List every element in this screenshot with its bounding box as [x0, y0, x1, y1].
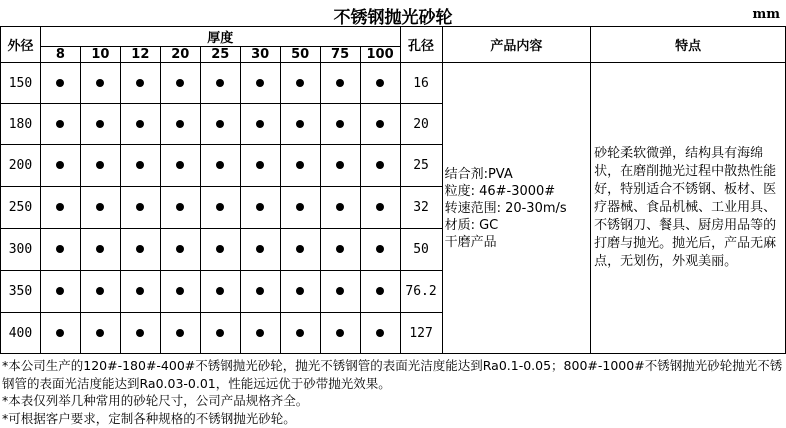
availability-cell	[240, 313, 280, 354]
thickness-header-75: 75	[320, 47, 360, 63]
available-dot-icon	[56, 329, 64, 337]
available-dot-icon	[256, 245, 264, 253]
availability-cell	[80, 63, 120, 104]
bore-cell: 50	[400, 229, 442, 271]
note-2: *本表仅列举几种常用的砂轮尺寸，公司产品规格齐全。	[2, 393, 309, 408]
available-dot-icon	[296, 329, 304, 337]
available-dot-icon	[336, 161, 344, 169]
availability-cell	[320, 271, 360, 313]
availability-cell	[320, 104, 360, 145]
bore-cell: 16	[400, 63, 442, 104]
availability-cell	[240, 145, 280, 187]
available-dot-icon	[176, 203, 184, 211]
available-dot-icon	[56, 245, 64, 253]
outer-diameter-cell: 350	[1, 271, 41, 313]
available-dot-icon	[136, 245, 144, 253]
availability-cell	[80, 145, 120, 187]
thickness-header-30: 30	[240, 47, 280, 63]
availability-cell	[80, 104, 120, 145]
header-features: 特点	[591, 27, 786, 63]
available-dot-icon	[96, 287, 104, 295]
available-dot-icon	[176, 161, 184, 169]
note-1: *本公司生产的120#-180#-400#不锈钢抛光砂轮，抛光不锈钢管的表面光洁度能达到Ra0.1-0.05；800#-1000#不锈钢抛光砂轮抛光不锈钢管的表面光洁度能达到Ra0.03-0.01，性能远远优于砂带抛光效果。	[2, 358, 783, 391]
availability-cell	[120, 313, 160, 354]
available-dot-icon	[336, 329, 344, 337]
availability-cell	[80, 187, 120, 229]
available-dot-icon	[376, 203, 384, 211]
availability-cell	[360, 104, 400, 145]
availability-cell	[200, 313, 240, 354]
thickness-header-20: 20	[160, 47, 200, 63]
available-dot-icon	[256, 329, 264, 337]
unit-label: mm	[752, 7, 780, 22]
available-dot-icon	[256, 203, 264, 211]
availability-cell	[280, 187, 320, 229]
availability-cell	[120, 271, 160, 313]
availability-cell	[200, 271, 240, 313]
available-dot-icon	[216, 287, 224, 295]
features-cell: 砂轮柔软微弹，结构具有海绵状，在磨削抛光过程中散热性能好，特别适合不锈钢、板材、医疗器械、食品机械、工业用具、不锈钢刀、餐具、厨房用品等的打磨与抛光。抛光后，产品无麻点，无划伤，外观美丽。	[591, 63, 786, 354]
availability-cell	[280, 104, 320, 145]
available-dot-icon	[296, 161, 304, 169]
availability-cell	[360, 313, 400, 354]
outer-diameter-cell: 400	[1, 313, 41, 354]
availability-cell	[120, 187, 160, 229]
content-line: 结合剂:PVA	[444, 166, 513, 182]
availability-cell	[320, 63, 360, 104]
available-dot-icon	[256, 120, 264, 128]
availability-cell	[40, 104, 80, 145]
availability-cell	[160, 63, 200, 104]
availability-cell	[40, 187, 80, 229]
availability-cell	[80, 229, 120, 271]
product-content-cell	[442, 63, 591, 354]
availability-cell	[160, 313, 200, 354]
available-dot-icon	[56, 287, 64, 295]
availability-cell	[360, 187, 400, 229]
availability-cell	[320, 187, 360, 229]
availability-cell	[40, 229, 80, 271]
availability-cell	[160, 187, 200, 229]
bore-cell: 76.2	[400, 271, 442, 313]
available-dot-icon	[56, 120, 64, 128]
page-title: 不锈钢抛光砂轮	[333, 8, 453, 28]
available-dot-icon	[136, 287, 144, 295]
available-dot-icon	[216, 79, 224, 87]
available-dot-icon	[56, 161, 64, 169]
availability-cell	[280, 63, 320, 104]
availability-cell	[120, 145, 160, 187]
available-dot-icon	[56, 203, 64, 211]
thickness-header-25: 25	[200, 47, 240, 63]
available-dot-icon	[376, 287, 384, 295]
available-dot-icon	[136, 329, 144, 337]
availability-cell	[160, 104, 200, 145]
available-dot-icon	[296, 287, 304, 295]
available-dot-icon	[376, 79, 384, 87]
availability-cell	[160, 145, 200, 187]
available-dot-icon	[96, 120, 104, 128]
availability-cell	[200, 145, 240, 187]
available-dot-icon	[256, 79, 264, 87]
availability-cell	[240, 63, 280, 104]
available-dot-icon	[176, 329, 184, 337]
outer-diameter-cell: 250	[1, 187, 41, 229]
availability-cell	[200, 104, 240, 145]
title-bar	[0, 0, 786, 27]
available-dot-icon	[336, 79, 344, 87]
thickness-header-12: 12	[120, 47, 160, 63]
availability-cell	[200, 187, 240, 229]
availability-cell	[280, 229, 320, 271]
header-thickness: 厚度	[40, 27, 400, 47]
thickness-header-100: 100	[360, 47, 400, 63]
thickness-header-8: 8	[40, 47, 80, 63]
header-outer-diameter: 外径	[1, 27, 41, 63]
available-dot-icon	[336, 120, 344, 128]
availability-cell	[240, 187, 280, 229]
available-dot-icon	[376, 245, 384, 253]
outer-diameter-cell: 150	[1, 63, 41, 104]
availability-cell	[120, 229, 160, 271]
header-bore: 孔径	[400, 27, 442, 63]
available-dot-icon	[216, 203, 224, 211]
available-dot-icon	[96, 245, 104, 253]
available-dot-icon	[96, 203, 104, 211]
availability-cell	[240, 271, 280, 313]
available-dot-icon	[176, 79, 184, 87]
content-line: 材质: GC	[444, 217, 499, 233]
availability-cell	[240, 229, 280, 271]
available-dot-icon	[176, 287, 184, 295]
content-line: 粒度: 46#-3000#	[444, 183, 556, 199]
availability-cell	[360, 63, 400, 104]
available-dot-icon	[336, 287, 344, 295]
spec-table	[0, 26, 786, 354]
available-dot-icon	[296, 203, 304, 211]
availability-cell	[40, 313, 80, 354]
available-dot-icon	[216, 161, 224, 169]
available-dot-icon	[176, 245, 184, 253]
available-dot-icon	[176, 120, 184, 128]
outer-diameter-cell: 200	[1, 145, 41, 187]
availability-cell	[320, 145, 360, 187]
available-dot-icon	[136, 79, 144, 87]
available-dot-icon	[296, 120, 304, 128]
available-dot-icon	[256, 287, 264, 295]
availability-cell	[80, 313, 120, 354]
available-dot-icon	[256, 161, 264, 169]
bore-cell: 20	[400, 104, 442, 145]
availability-cell	[160, 229, 200, 271]
available-dot-icon	[96, 79, 104, 87]
availability-cell	[360, 271, 400, 313]
table-row	[1, 63, 786, 104]
availability-cell	[200, 63, 240, 104]
available-dot-icon	[216, 245, 224, 253]
bore-cell: 127	[400, 313, 442, 354]
available-dot-icon	[376, 161, 384, 169]
available-dot-icon	[56, 79, 64, 87]
available-dot-icon	[376, 329, 384, 337]
availability-cell	[120, 63, 160, 104]
bore-cell: 25	[400, 145, 442, 187]
header-content: 产品内容	[442, 27, 591, 63]
availability-cell	[320, 229, 360, 271]
available-dot-icon	[96, 161, 104, 169]
availability-cell	[280, 313, 320, 354]
availability-cell	[160, 271, 200, 313]
availability-cell	[120, 104, 160, 145]
available-dot-icon	[376, 120, 384, 128]
availability-cell	[40, 63, 80, 104]
available-dot-icon	[336, 203, 344, 211]
availability-cell	[360, 145, 400, 187]
thickness-header-10: 10	[80, 47, 120, 63]
available-dot-icon	[216, 329, 224, 337]
available-dot-icon	[136, 161, 144, 169]
availability-cell	[280, 271, 320, 313]
available-dot-icon	[96, 329, 104, 337]
availability-cell	[320, 313, 360, 354]
availability-cell	[280, 145, 320, 187]
note-3: *可根据客户要求，定制各种规格的不锈钢抛光砂轮。	[2, 410, 296, 426]
available-dot-icon	[136, 203, 144, 211]
content-line: 干磨产品	[444, 234, 497, 250]
notes	[2, 357, 784, 427]
available-dot-icon	[296, 245, 304, 253]
available-dot-icon	[296, 79, 304, 87]
availability-cell	[40, 271, 80, 313]
availability-cell	[80, 271, 120, 313]
thickness-header-50: 50	[280, 47, 320, 63]
availability-cell	[200, 229, 240, 271]
availability-cell	[240, 104, 280, 145]
available-dot-icon	[216, 120, 224, 128]
bore-cell: 32	[400, 187, 442, 229]
available-dot-icon	[336, 245, 344, 253]
content-line: 转速范围: 20-30m/s	[444, 200, 567, 216]
available-dot-icon	[136, 120, 144, 128]
outer-diameter-cell: 300	[1, 229, 41, 271]
availability-cell	[40, 145, 80, 187]
outer-diameter-cell: 180	[1, 104, 41, 145]
availability-cell	[360, 229, 400, 271]
